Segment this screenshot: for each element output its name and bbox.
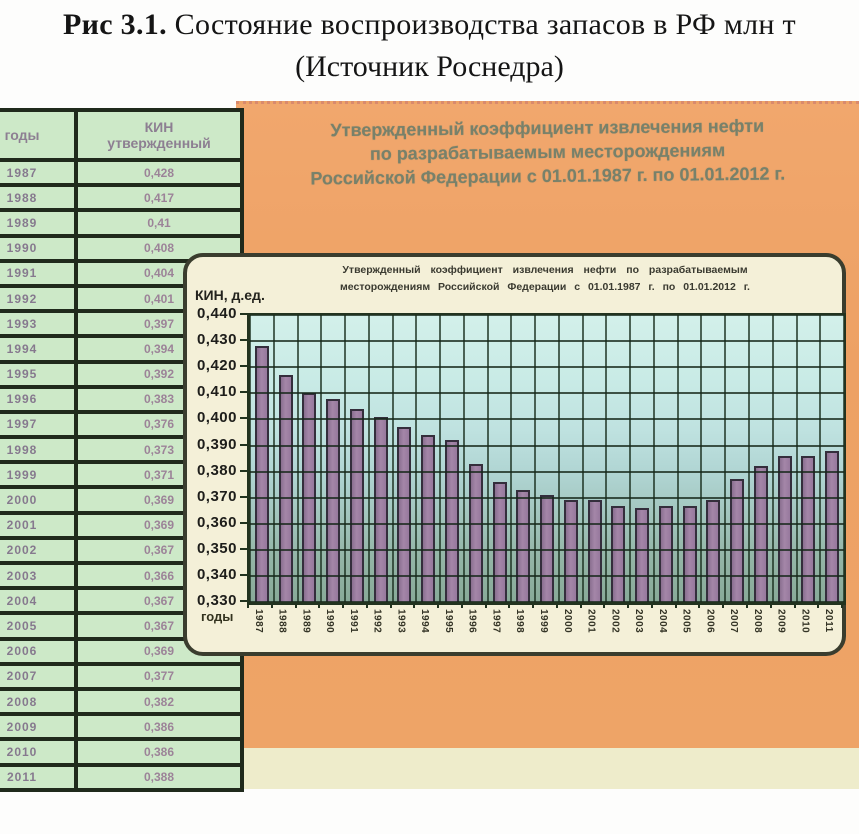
y-tick-label: 0,350 xyxy=(196,539,237,557)
kin-header-line2: утвержденный xyxy=(107,135,211,151)
table-row xyxy=(0,664,242,689)
y-tick-label: 0,340 xyxy=(196,565,237,583)
grid-vline xyxy=(368,315,370,602)
year-cell: 2000 xyxy=(0,487,76,512)
grid-hline xyxy=(250,314,844,316)
x-tick-label: 1991 xyxy=(347,609,359,634)
kin-value-cell: 0,376 xyxy=(76,412,242,437)
years-column-header: годы xyxy=(0,110,76,160)
x-tick-mark xyxy=(390,603,392,608)
x-tick-label: 2007 xyxy=(728,609,740,634)
x-tick-label: 1998 xyxy=(514,609,526,634)
year-cell: 1992 xyxy=(0,286,76,311)
year-cell: 1993 xyxy=(0,311,76,336)
y-tick-label: 0,400 xyxy=(196,409,237,427)
x-tick-mark xyxy=(698,603,700,608)
x-tick-mark xyxy=(532,603,534,608)
plot-area xyxy=(247,313,846,605)
chart-title-line1: Утвержденный коэффициент извлечения нефти по разрабатываемым xyxy=(342,264,748,276)
grid-hline xyxy=(250,366,844,368)
x-tick-label: 2005 xyxy=(680,609,692,634)
y-tick-mark xyxy=(240,522,247,524)
table-row xyxy=(0,185,242,210)
caption-line1 xyxy=(0,8,859,42)
kin-value-cell: 0,404 xyxy=(76,261,242,286)
y-tick-label: 0,410 xyxy=(196,383,237,401)
bar-2009 xyxy=(778,456,792,602)
grid-vline xyxy=(534,315,536,602)
y-tick-label: 0,370 xyxy=(196,487,237,505)
kin-value-cell: 0,371 xyxy=(76,462,242,487)
y-tick-label: 0,420 xyxy=(196,357,237,375)
x-tick-mark xyxy=(817,603,819,608)
grid-hline xyxy=(250,497,844,499)
x-tick-mark xyxy=(295,603,297,608)
year-cell: 1996 xyxy=(0,387,76,412)
year-cell: 1994 xyxy=(0,336,76,361)
x-tick-mark xyxy=(508,603,510,608)
grid-vline xyxy=(558,315,560,602)
kin-value-cell: 0,401 xyxy=(76,286,242,311)
grid-hline xyxy=(250,418,844,420)
grid-vline xyxy=(273,315,275,602)
x-tick-label: 1993 xyxy=(395,609,407,634)
table-header-row xyxy=(0,110,242,160)
x-tick-label: 1996 xyxy=(466,609,478,634)
x-tick-mark xyxy=(485,603,487,608)
grid-hline xyxy=(250,549,844,551)
year-cell: 2003 xyxy=(0,563,76,588)
y-tick-label: 0,390 xyxy=(196,435,237,453)
caption-title: Состояние воспроизводства запасов в РФ млн т xyxy=(166,8,796,41)
grid-vline xyxy=(463,315,465,602)
x-tick-label: 1987 xyxy=(252,609,264,634)
y-tick-mark xyxy=(240,339,247,341)
kin-value-cell: 0,366 xyxy=(76,563,242,588)
x-tick-mark xyxy=(247,603,249,608)
kin-value-cell: 0,382 xyxy=(76,689,242,714)
x-tick-mark xyxy=(770,603,772,608)
year-cell: 2002 xyxy=(0,538,76,563)
x-tick-label: 2008 xyxy=(751,609,763,634)
year-cell: 2005 xyxy=(0,613,76,638)
grid-vline xyxy=(510,315,512,602)
y-tick-mark xyxy=(240,444,247,446)
banner-text xyxy=(236,101,859,192)
x-tick-mark xyxy=(794,603,796,608)
x-tick-mark xyxy=(580,603,582,608)
grid-hline xyxy=(250,392,844,394)
y-axis-label: КИН, д.ед. xyxy=(195,287,265,303)
y-tick-label: 0,360 xyxy=(196,513,237,531)
grid-vline xyxy=(392,315,394,602)
grid-vline xyxy=(700,315,702,602)
grid-vline xyxy=(320,315,322,602)
grid-vline xyxy=(582,315,584,602)
x-tick-mark xyxy=(437,603,439,608)
table-row xyxy=(0,210,242,235)
table-row xyxy=(0,689,242,714)
grid-vline xyxy=(605,315,607,602)
x-tick-mark xyxy=(675,603,677,608)
kin-value-cell: 0,386 xyxy=(76,739,242,764)
grid-vline xyxy=(724,315,726,602)
year-cell: 2011 xyxy=(0,765,76,790)
x-tick-label: 1997 xyxy=(490,609,502,634)
kin-value-cell: 0,373 xyxy=(76,437,242,462)
grid-hline xyxy=(250,601,844,603)
y-tick-mark xyxy=(240,470,247,472)
year-cell: 1995 xyxy=(0,362,76,387)
grid-vline xyxy=(415,315,417,602)
bar-2005 xyxy=(683,506,697,603)
kin-header-line1: КИН xyxy=(144,119,174,135)
grid-vline xyxy=(748,315,750,602)
x-tick-label: 1990 xyxy=(324,609,336,634)
x-tick-label: 2003 xyxy=(633,609,644,634)
kin-value-cell: 0,41 xyxy=(76,210,242,235)
x-tick-label: 2010 xyxy=(799,609,811,634)
chart-title-line2: месторождениям Российской Федерации с 01.01.1987 г. по 01.01.2012 г. xyxy=(340,281,750,293)
year-cell: 2004 xyxy=(0,588,76,613)
year-cell: 2008 xyxy=(0,689,76,714)
year-cell: 2006 xyxy=(0,639,76,664)
x-tick-mark xyxy=(556,603,558,608)
kin-value-cell: 0,369 xyxy=(76,487,242,512)
grid-vline xyxy=(843,315,845,602)
grid-vline xyxy=(297,315,299,602)
x-tick-mark xyxy=(461,603,463,608)
y-tick-mark xyxy=(240,548,247,550)
grid-vline xyxy=(796,315,798,602)
kin-value-cell: 0,397 xyxy=(76,311,242,336)
bar-1994 xyxy=(421,435,435,602)
x-tick-label: 2011 xyxy=(823,609,835,633)
x-tick-label: 2004 xyxy=(656,609,668,634)
kin-value-cell: 0,392 xyxy=(76,362,242,387)
table-row xyxy=(0,160,242,185)
kin-value-cell: 0,367 xyxy=(76,613,242,638)
bar-2004 xyxy=(659,506,673,603)
kin-value-cell: 0,369 xyxy=(76,639,242,664)
kin-value-cell: 0,408 xyxy=(76,236,242,261)
kin-value-cell: 0,367 xyxy=(76,538,242,563)
bar-1991 xyxy=(350,409,364,602)
bar-2006 xyxy=(706,500,720,602)
bar-2008 xyxy=(754,466,768,602)
y-tick-label: 0,380 xyxy=(196,461,237,479)
grid-vline xyxy=(344,315,346,602)
grid-hline xyxy=(250,523,844,525)
kin-value-cell: 0,394 xyxy=(76,336,242,361)
bar-2002 xyxy=(611,506,625,603)
bar-1995 xyxy=(445,440,459,602)
bar-1996 xyxy=(469,464,483,602)
year-cell: 2007 xyxy=(0,664,76,689)
x-tick-mark xyxy=(651,603,653,608)
bar-2010 xyxy=(801,456,815,602)
bar-1987 xyxy=(255,346,269,602)
scan-bottom-strip xyxy=(236,748,859,789)
x-tick-label: 2006 xyxy=(704,609,716,634)
bar-1998 xyxy=(516,490,530,602)
x-axis-label: годы xyxy=(201,609,234,624)
bar-1990 xyxy=(326,399,340,603)
y-tick-mark xyxy=(240,365,247,367)
table-row xyxy=(0,739,242,764)
bar-2011 xyxy=(825,451,839,602)
grid-hline xyxy=(250,340,844,342)
chart-panel xyxy=(183,253,846,656)
year-cell: 1991 xyxy=(0,261,76,286)
kin-value-cell: 0,388 xyxy=(76,765,242,790)
x-tick-mark xyxy=(603,603,605,608)
year-cell: 1987 xyxy=(0,160,76,185)
kin-value-cell: 0,369 xyxy=(76,513,242,538)
grid-vline xyxy=(629,315,631,602)
kin-value-cell: 0,367 xyxy=(76,588,242,613)
x-tick-label: 2009 xyxy=(775,609,787,634)
y-tick-label: 0,440 xyxy=(196,305,237,322)
grid-hline xyxy=(250,445,844,447)
grid-hline xyxy=(250,575,844,577)
y-tick-mark xyxy=(240,417,247,419)
x-tick-label: 1988 xyxy=(276,609,288,634)
kin-value-cell: 0,377 xyxy=(76,664,242,689)
kin-value-cell: 0,386 xyxy=(76,714,242,739)
x-tick-mark xyxy=(342,603,344,608)
y-tick-mark xyxy=(240,313,247,315)
grid-vline xyxy=(249,315,251,602)
kin-value-cell: 0,383 xyxy=(76,387,242,412)
y-tick-mark xyxy=(240,574,247,576)
year-cell: 1999 xyxy=(0,462,76,487)
caption-number: Рис 3.1. xyxy=(63,8,167,41)
x-tick-mark xyxy=(841,603,843,608)
grid-hline xyxy=(250,471,844,473)
x-tick-label: 2002 xyxy=(609,609,621,634)
banner-line: по разрабатываемым месторождениям xyxy=(369,140,726,164)
y-tick-mark xyxy=(240,600,247,602)
x-tick-mark xyxy=(271,603,273,608)
year-cell: 1997 xyxy=(0,412,76,437)
y-tick-mark xyxy=(240,391,247,393)
x-tick-mark xyxy=(366,603,368,608)
year-cell: 1998 xyxy=(0,437,76,462)
banner-line: Российской Федерации с 01.01.1987 г. по 01.01.2012 г. xyxy=(310,163,786,189)
figure-caption xyxy=(0,8,859,84)
grid-vline xyxy=(772,315,774,602)
x-tick-label: 1989 xyxy=(300,609,312,634)
x-tick-label: 1995 xyxy=(443,609,454,634)
x-tick-mark xyxy=(722,603,724,608)
x-tick-mark xyxy=(627,603,629,608)
y-tick-label: 0,430 xyxy=(196,331,237,349)
y-tick-mark xyxy=(240,496,247,498)
table-row xyxy=(0,714,242,739)
caption-source: (Источник Роснедра) xyxy=(295,50,564,83)
kin-value-cell: 0,417 xyxy=(76,185,242,210)
year-cell: 1989 xyxy=(0,210,76,235)
y-tick-label: 0,330 xyxy=(196,592,237,609)
x-tick-mark xyxy=(413,603,415,608)
x-tick-label: 1992 xyxy=(371,609,383,634)
bar-1988 xyxy=(279,375,293,602)
year-cell: 2001 xyxy=(0,513,76,538)
grid-vline xyxy=(487,315,489,602)
grid-vline xyxy=(653,315,655,602)
year-cell: 2010 xyxy=(0,739,76,764)
year-cell: 1988 xyxy=(0,185,76,210)
table-row xyxy=(0,765,242,790)
x-tick-mark xyxy=(318,603,320,608)
x-tick-label: 2001 xyxy=(585,609,597,634)
year-cell: 2009 xyxy=(0,714,76,739)
kin-value-cell: 0,428 xyxy=(76,160,242,185)
bar-1997 xyxy=(493,482,507,602)
x-tick-label: 1994 xyxy=(419,609,431,634)
year-cell: 1990 xyxy=(0,236,76,261)
bar-2000 xyxy=(564,500,578,602)
grid-vline xyxy=(677,315,679,602)
banner-line: Утвержденный коэффициент извлечения нефти xyxy=(330,115,765,141)
x-tick-mark xyxy=(746,603,748,608)
grid-vline xyxy=(439,315,441,602)
x-tick-label: 1999 xyxy=(538,609,549,634)
grid-vline xyxy=(819,315,821,602)
kin-column-header xyxy=(76,110,242,160)
bar-2001 xyxy=(588,500,602,602)
x-tick-label: 2000 xyxy=(561,609,573,634)
